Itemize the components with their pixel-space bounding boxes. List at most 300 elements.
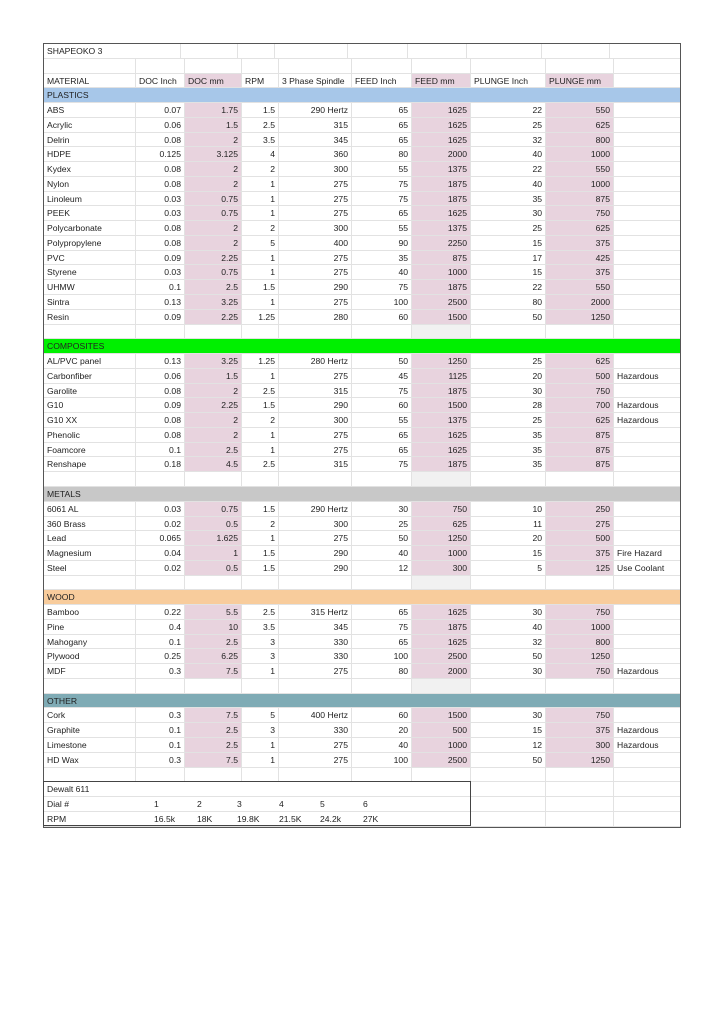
cell-doc-inch[interactable]: 0.08 — [136, 221, 185, 235]
cell-plunge-inch[interactable]: 17 — [471, 251, 546, 265]
cell-rpm[interactable]: 1 — [242, 251, 279, 265]
cell-feed-mm[interactable]: 1000 — [412, 546, 471, 560]
cell-doc-inch[interactable]: 0.09 — [136, 251, 185, 265]
empty-cell[interactable] — [352, 768, 412, 782]
cell-notes[interactable] — [614, 221, 680, 235]
cell-material[interactable]: Phenolic — [44, 428, 136, 442]
cell-spindle[interactable]: 315 Hertz — [279, 605, 352, 619]
cell-doc-inch[interactable]: 0.02 — [136, 517, 185, 531]
cell-feed-inch[interactable]: 65 — [352, 103, 412, 117]
cell-material[interactable]: Nylon — [44, 177, 136, 191]
cell-rpm[interactable]: 2 — [242, 221, 279, 235]
cell-feed-inch[interactable]: 40 — [352, 738, 412, 752]
cell-spindle[interactable]: 400 Hertz — [279, 708, 352, 722]
cell-doc-mm[interactable]: 3.25 — [185, 295, 242, 309]
cell-material[interactable]: Carbonfiber — [44, 369, 136, 383]
cell-material[interactable]: Resin — [44, 310, 136, 324]
empty-cell[interactable] — [614, 782, 680, 796]
header-doc-mm[interactable]: DOC mm — [185, 74, 242, 88]
cell-notes[interactable] — [614, 354, 680, 368]
cell-rpm[interactable]: 1.5 — [242, 280, 279, 294]
cell-material[interactable]: Cork — [44, 708, 136, 722]
cell-notes[interactable]: Hazardous — [617, 370, 659, 381]
cell-plunge-inch[interactable]: 25 — [471, 118, 546, 132]
cell-feed-mm[interactable]: 1625 — [412, 635, 471, 649]
empty-cell[interactable] — [242, 325, 279, 339]
empty-cell[interactable] — [136, 576, 185, 590]
section-header-composites[interactable]: COMPOSITES — [44, 339, 680, 354]
cell-feed-inch[interactable]: 20 — [352, 723, 412, 737]
cell-doc-mm[interactable]: 1 — [185, 546, 242, 560]
cell-feed-mm[interactable]: 1625 — [412, 206, 471, 220]
cell-spindle[interactable]: 315 — [279, 457, 352, 471]
cell-notes[interactable] — [614, 280, 680, 294]
cell-rpm[interactable]: 1.5 — [242, 561, 279, 575]
cell-rpm[interactable]: 1.5 — [242, 103, 279, 117]
cell-plunge-mm[interactable]: 875 — [546, 457, 614, 471]
cell-feed-inch[interactable]: 50 — [352, 531, 412, 545]
cell-plunge-mm[interactable]: 1250 — [546, 310, 614, 324]
empty-cell[interactable] — [412, 679, 471, 693]
cell-rpm[interactable]: 3.5 — [242, 620, 279, 634]
cell-rpm[interactable]: 1 — [242, 177, 279, 191]
empty-cell[interactable] — [44, 576, 136, 590]
cell-plunge-mm[interactable]: 750 — [546, 708, 614, 722]
cell-material[interactable]: Plywood — [44, 649, 136, 663]
cell-feed-inch[interactable]: 55 — [352, 221, 412, 235]
cell-spindle[interactable]: 275 — [279, 753, 352, 767]
cell-feed-mm[interactable]: 1875 — [412, 177, 471, 191]
empty-cell[interactable] — [546, 679, 614, 693]
cell-doc-mm[interactable]: 0.75 — [185, 502, 242, 516]
cell-plunge-inch[interactable]: 35 — [471, 443, 546, 457]
empty-cell[interactable] — [471, 576, 546, 590]
header-spindle[interactable]: 3 Phase Spindle — [279, 74, 352, 88]
cell-doc-inch[interactable]: 0.4 — [136, 620, 185, 634]
cell-plunge-mm[interactable]: 2000 — [546, 295, 614, 309]
empty-cell[interactable] — [185, 325, 242, 339]
empty-cell[interactable] — [185, 768, 242, 782]
cell-doc-mm[interactable]: 3.125 — [185, 147, 242, 161]
cell-plunge-inch[interactable]: 22 — [471, 103, 546, 117]
cell-spindle[interactable]: 300 — [279, 517, 352, 531]
cell-plunge-mm[interactable]: 875 — [546, 428, 614, 442]
cell-plunge-mm[interactable]: 750 — [546, 664, 614, 678]
cell-feed-inch[interactable]: 25 — [352, 517, 412, 531]
cell-plunge-inch[interactable]: 20 — [471, 531, 546, 545]
cell-plunge-mm[interactable]: 800 — [546, 635, 614, 649]
cell-feed-mm[interactable]: 1000 — [412, 738, 471, 752]
header-feed-inch[interactable]: FEED Inch — [352, 74, 412, 88]
cell-feed-mm[interactable]: 1500 — [412, 708, 471, 722]
cell-feed-mm[interactable]: 1625 — [412, 443, 471, 457]
cell-material[interactable]: Styrene — [44, 265, 136, 279]
cell-feed-inch[interactable]: 50 — [352, 354, 412, 368]
cell-feed-mm[interactable]: 625 — [412, 517, 471, 531]
cell-rpm[interactable]: 1 — [242, 265, 279, 279]
cell-spindle[interactable]: 300 — [279, 162, 352, 176]
cell-rpm[interactable]: 1 — [242, 753, 279, 767]
cell-feed-mm[interactable]: 1875 — [412, 280, 471, 294]
cell-rpm[interactable]: 2 — [242, 517, 279, 531]
cell-doc-inch[interactable]: 0.08 — [136, 428, 185, 442]
cell-doc-inch[interactable]: 0.08 — [136, 162, 185, 176]
cell-plunge-inch[interactable]: 30 — [471, 605, 546, 619]
dewalt-rpm-row-label[interactable] — [44, 812, 471, 826]
cell-feed-inch[interactable]: 30 — [352, 502, 412, 516]
cell-feed-inch[interactable]: 40 — [352, 265, 412, 279]
empty-cell[interactable] — [614, 768, 680, 782]
cell-plunge-inch[interactable]: 30 — [471, 708, 546, 722]
cell-material[interactable]: Polypropylene — [44, 236, 136, 250]
cell-feed-inch[interactable]: 60 — [352, 310, 412, 324]
cell-doc-mm[interactable]: 2 — [185, 428, 242, 442]
cell-doc-inch[interactable]: 0.1 — [136, 280, 185, 294]
cell-doc-mm[interactable]: 1.75 — [185, 103, 242, 117]
cell-plunge-mm[interactable]: 500 — [546, 531, 614, 545]
cell-spindle[interactable]: 275 — [279, 192, 352, 206]
cell-feed-mm[interactable]: 1375 — [412, 221, 471, 235]
cell-rpm[interactable]: 5 — [242, 236, 279, 250]
cell-doc-mm[interactable]: 1.5 — [185, 369, 242, 383]
cell-material[interactable]: G10 XX — [44, 413, 136, 427]
cell-doc-inch[interactable]: 0.25 — [136, 649, 185, 663]
cell-doc-mm[interactable]: 7.5 — [185, 664, 242, 678]
cell-material[interactable]: 6061 AL — [44, 502, 136, 516]
cell-feed-inch[interactable]: 75 — [352, 457, 412, 471]
cell-material[interactable]: Steel — [44, 561, 136, 575]
empty-cell[interactable] — [185, 576, 242, 590]
cell-doc-inch[interactable]: 0.06 — [136, 369, 185, 383]
cell-plunge-mm[interactable]: 375 — [546, 546, 614, 560]
cell-feed-inch[interactable]: 80 — [352, 664, 412, 678]
cell-doc-inch[interactable]: 0.07 — [136, 103, 185, 117]
cell-doc-mm[interactable]: 2.25 — [185, 398, 242, 412]
cell-plunge-mm[interactable]: 625 — [546, 413, 614, 427]
empty-cell[interactable] — [279, 768, 352, 782]
cell-feed-inch[interactable]: 75 — [352, 280, 412, 294]
cell-feed-mm[interactable]: 1625 — [412, 428, 471, 442]
cell-plunge-inch[interactable]: 25 — [471, 413, 546, 427]
cell-doc-inch[interactable]: 0.08 — [136, 384, 185, 398]
cell-plunge-mm[interactable]: 625 — [546, 354, 614, 368]
cell-feed-inch[interactable]: 100 — [352, 753, 412, 767]
cell-rpm[interactable]: 1 — [242, 443, 279, 457]
empty-cell[interactable] — [136, 325, 185, 339]
cell-plunge-mm[interactable]: 300 — [546, 738, 614, 752]
cell-spindle[interactable]: 330 — [279, 649, 352, 663]
cell-rpm[interactable]: 5 — [242, 708, 279, 722]
cell-plunge-inch[interactable]: 12 — [471, 738, 546, 752]
cell-doc-mm[interactable]: 2 — [185, 177, 242, 191]
cell-spindle[interactable]: 330 — [279, 723, 352, 737]
cell-plunge-mm[interactable]: 500 — [546, 369, 614, 383]
cell-spindle[interactable]: 275 — [279, 265, 352, 279]
cell-rpm[interactable]: 2.5 — [242, 605, 279, 619]
cell-doc-inch[interactable]: 0.125 — [136, 147, 185, 161]
header-rpm[interactable]: RPM — [242, 74, 279, 88]
empty-cell[interactable] — [546, 472, 614, 486]
cell-plunge-mm[interactable]: 1000 — [546, 147, 614, 161]
cell-notes[interactable] — [614, 635, 680, 649]
cell-material[interactable]: PEEK — [44, 206, 136, 220]
empty-cell[interactable] — [352, 576, 412, 590]
cell-plunge-inch[interactable]: 40 — [471, 147, 546, 161]
cell-feed-inch[interactable]: 65 — [352, 118, 412, 132]
cell-spindle[interactable]: 290 Hertz — [279, 502, 352, 516]
header-feed-mm[interactable]: FEED mm — [412, 74, 471, 88]
cell-notes[interactable]: Use Coolant — [617, 562, 665, 573]
cell-doc-inch[interactable]: 0.03 — [136, 206, 185, 220]
cell-doc-mm[interactable]: 0.5 — [185, 561, 242, 575]
cell-feed-inch[interactable]: 60 — [352, 708, 412, 722]
cell-plunge-inch[interactable]: 15 — [471, 546, 546, 560]
cell-feed-mm[interactable]: 2000 — [412, 664, 471, 678]
cell-notes[interactable]: Hazardous — [617, 725, 659, 736]
cell-spindle[interactable]: 360 — [279, 147, 352, 161]
cell-notes[interactable] — [614, 605, 680, 619]
cell-doc-mm[interactable]: 0.5 — [185, 517, 242, 531]
cell-feed-mm[interactable]: 750 — [412, 502, 471, 516]
cell-notes[interactable]: Hazardous — [617, 666, 659, 677]
empty-cell[interactable] — [242, 679, 279, 693]
cell-rpm[interactable]: 1 — [242, 206, 279, 220]
empty-cell[interactable] — [546, 768, 614, 782]
cell-feed-inch[interactable]: 75 — [352, 177, 412, 191]
cell-plunge-mm[interactable]: 550 — [546, 162, 614, 176]
cell-plunge-inch[interactable]: 5 — [471, 561, 546, 575]
cell-doc-inch[interactable]: 0.18 — [136, 457, 185, 471]
empty-cell[interactable] — [352, 325, 412, 339]
cell-feed-mm[interactable]: 1375 — [412, 413, 471, 427]
empty-cell[interactable] — [471, 325, 546, 339]
cell-doc-inch[interactable]: 0.1 — [136, 738, 185, 752]
cell-plunge-inch[interactable]: 11 — [471, 517, 546, 531]
cell-plunge-inch[interactable]: 40 — [471, 177, 546, 191]
cell-spindle[interactable]: 275 — [279, 369, 352, 383]
cell-feed-inch[interactable]: 100 — [352, 295, 412, 309]
cell-notes[interactable] — [614, 531, 680, 545]
cell-spindle[interactable]: 275 — [279, 664, 352, 678]
cell-rpm[interactable]: 3 — [242, 649, 279, 663]
cell-plunge-inch[interactable]: 15 — [471, 723, 546, 737]
cell-rpm[interactable]: 1 — [242, 192, 279, 206]
cell-rpm[interactable]: 2.5 — [242, 457, 279, 471]
empty-cell[interactable] — [471, 782, 546, 796]
dewalt-title-row-label[interactable] — [44, 782, 471, 796]
sheet-title[interactable]: SHAPEOKO 3 — [44, 44, 181, 58]
cell-plunge-inch[interactable]: 22 — [471, 280, 546, 294]
empty-cell[interactable] — [44, 472, 136, 486]
cell-feed-mm[interactable]: 2500 — [412, 295, 471, 309]
cell-doc-mm[interactable]: 2 — [185, 162, 242, 176]
cell-notes[interactable] — [614, 177, 680, 191]
cell-spindle[interactable]: 275 — [279, 531, 352, 545]
cell-rpm[interactable]: 1 — [242, 531, 279, 545]
cell-plunge-inch[interactable]: 32 — [471, 635, 546, 649]
header-plunge-inch[interactable]: PLUNGE Inch — [471, 74, 546, 88]
cell-plunge-inch[interactable]: 25 — [471, 354, 546, 368]
cell-spindle[interactable]: 400 — [279, 236, 352, 250]
empty-cell[interactable] — [185, 679, 242, 693]
cell-rpm[interactable]: 3 — [242, 635, 279, 649]
cell-feed-inch[interactable]: 60 — [352, 398, 412, 412]
cell-material[interactable]: PVC — [44, 251, 136, 265]
cell-material[interactable]: HDPE — [44, 147, 136, 161]
empty-cell[interactable] — [614, 472, 680, 486]
cell-feed-inch[interactable]: 65 — [352, 206, 412, 220]
cell-spindle[interactable]: 275 — [279, 177, 352, 191]
cell-rpm[interactable]: 1.25 — [242, 310, 279, 324]
cell-material[interactable]: Mahogany — [44, 635, 136, 649]
cell-doc-mm[interactable]: 6.25 — [185, 649, 242, 663]
cell-notes[interactable] — [614, 118, 680, 132]
cell-doc-inch[interactable]: 0.03 — [136, 192, 185, 206]
empty-cell[interactable] — [546, 325, 614, 339]
cell-rpm[interactable]: 1.5 — [242, 546, 279, 560]
cell-rpm[interactable]: 2 — [242, 413, 279, 427]
cell-plunge-inch[interactable]: 35 — [471, 428, 546, 442]
cell-spindle[interactable]: 290 — [279, 280, 352, 294]
cell-notes[interactable] — [614, 649, 680, 663]
header-notes[interactable] — [614, 74, 680, 88]
cell-plunge-mm[interactable]: 375 — [546, 265, 614, 279]
cell-plunge-inch[interactable]: 32 — [471, 133, 546, 147]
cell-spindle[interactable]: 290 — [279, 546, 352, 560]
cell-material[interactable]: Pine — [44, 620, 136, 634]
cell-doc-mm[interactable]: 2.5 — [185, 443, 242, 457]
cell-material[interactable]: Limestone — [44, 738, 136, 752]
cell-plunge-inch[interactable]: 20 — [471, 369, 546, 383]
empty-cell[interactable] — [471, 472, 546, 486]
cell-feed-inch[interactable]: 55 — [352, 162, 412, 176]
empty-cell[interactable] — [546, 576, 614, 590]
cell-plunge-inch[interactable]: 30 — [471, 384, 546, 398]
cell-plunge-mm[interactable]: 700 — [546, 398, 614, 412]
empty-cell[interactable] — [471, 797, 546, 811]
cell-material[interactable]: MDF — [44, 664, 136, 678]
cell-doc-inch[interactable]: 0.1 — [136, 443, 185, 457]
cell-doc-mm[interactable]: 1.625 — [185, 531, 242, 545]
empty-cell[interactable] — [136, 472, 185, 486]
cell-material[interactable]: Polycarbonate — [44, 221, 136, 235]
cell-doc-inch[interactable]: 0.1 — [136, 635, 185, 649]
cell-doc-inch[interactable]: 0.08 — [136, 413, 185, 427]
cell-feed-mm[interactable]: 1250 — [412, 354, 471, 368]
cell-spindle[interactable]: 300 — [279, 221, 352, 235]
cell-doc-inch[interactable]: 0.1 — [136, 723, 185, 737]
empty-cell[interactable] — [412, 472, 471, 486]
section-header-metals[interactable]: METALS — [44, 487, 680, 502]
cell-doc-inch[interactable]: 0.065 — [136, 531, 185, 545]
cell-notes[interactable] — [614, 295, 680, 309]
empty-cell[interactable] — [471, 812, 546, 826]
cell-notes[interactable] — [614, 133, 680, 147]
cell-doc-mm[interactable]: 5.5 — [185, 605, 242, 619]
cell-feed-mm[interactable]: 1500 — [412, 310, 471, 324]
cell-rpm[interactable]: 1.5 — [242, 502, 279, 516]
cell-feed-mm[interactable]: 1250 — [412, 531, 471, 545]
cell-plunge-inch[interactable]: 50 — [471, 310, 546, 324]
cell-notes[interactable] — [614, 251, 680, 265]
cell-feed-mm[interactable]: 1625 — [412, 605, 471, 619]
empty-cell[interactable] — [279, 325, 352, 339]
cell-notes[interactable] — [614, 162, 680, 176]
cell-plunge-mm[interactable]: 550 — [546, 280, 614, 294]
empty-cell[interactable] — [352, 679, 412, 693]
cell-feed-inch[interactable]: 65 — [352, 428, 412, 442]
empty-cell[interactable] — [412, 576, 471, 590]
cell-material[interactable]: Kydex — [44, 162, 136, 176]
cell-notes[interactable] — [614, 384, 680, 398]
cell-material[interactable]: Foamcore — [44, 443, 136, 457]
cell-doc-mm[interactable]: 2.5 — [185, 280, 242, 294]
cell-plunge-inch[interactable]: 22 — [471, 162, 546, 176]
cell-notes[interactable]: Fire Hazard — [617, 548, 662, 559]
cell-rpm[interactable]: 2.5 — [242, 384, 279, 398]
cell-rpm[interactable]: 2.5 — [242, 118, 279, 132]
cell-rpm[interactable]: 1 — [242, 295, 279, 309]
cell-doc-mm[interactable]: 7.5 — [185, 708, 242, 722]
cell-notes[interactable] — [614, 502, 680, 516]
cell-doc-mm[interactable]: 0.75 — [185, 265, 242, 279]
cell-plunge-mm[interactable]: 550 — [546, 103, 614, 117]
cell-spindle[interactable]: 280 Hertz — [279, 354, 352, 368]
cell-plunge-mm[interactable]: 1250 — [546, 649, 614, 663]
cell-feed-mm[interactable]: 875 — [412, 251, 471, 265]
cell-rpm[interactable]: 2 — [242, 162, 279, 176]
header-doc-inch[interactable]: DOC Inch — [136, 74, 185, 88]
cell-plunge-mm[interactable]: 625 — [546, 118, 614, 132]
cell-feed-inch[interactable]: 90 — [352, 236, 412, 250]
cell-doc-mm[interactable]: 2.5 — [185, 635, 242, 649]
empty-cell[interactable] — [614, 325, 680, 339]
empty-cell[interactable] — [614, 812, 680, 826]
cell-notes[interactable] — [614, 428, 680, 442]
header-plunge-mm[interactable]: PLUNGE mm — [546, 74, 614, 88]
cell-plunge-inch[interactable]: 35 — [471, 192, 546, 206]
cell-material[interactable]: UHMW — [44, 280, 136, 294]
cell-notes[interactable] — [614, 147, 680, 161]
section-header-other[interactable]: OTHER — [44, 694, 680, 709]
empty-cell[interactable] — [44, 679, 136, 693]
cell-doc-mm[interactable]: 2 — [185, 384, 242, 398]
cell-notes[interactable]: Hazardous — [617, 415, 659, 426]
cell-spindle[interactable]: 290 Hertz — [279, 103, 352, 117]
cell-feed-mm[interactable]: 1875 — [412, 384, 471, 398]
cell-doc-inch[interactable]: 0.22 — [136, 605, 185, 619]
empty-cell[interactable] — [412, 768, 471, 782]
empty-cell[interactable] — [279, 679, 352, 693]
cell-spindle[interactable]: 275 — [279, 443, 352, 457]
cell-material[interactable]: Magnesium — [44, 546, 136, 560]
empty-cell[interactable] — [614, 797, 680, 811]
cell-notes[interactable] — [614, 206, 680, 220]
cell-spindle[interactable]: 280 — [279, 310, 352, 324]
cell-plunge-inch[interactable]: 15 — [471, 265, 546, 279]
cell-plunge-mm[interactable]: 425 — [546, 251, 614, 265]
cell-feed-inch[interactable]: 65 — [352, 635, 412, 649]
cell-notes[interactable] — [614, 620, 680, 634]
cell-spindle[interactable]: 275 — [279, 251, 352, 265]
cell-plunge-mm[interactable]: 875 — [546, 443, 614, 457]
cell-doc-inch[interactable]: 0.08 — [136, 236, 185, 250]
cell-rpm[interactable]: 1.5 — [242, 398, 279, 412]
cell-plunge-mm[interactable]: 375 — [546, 236, 614, 250]
cell-plunge-mm[interactable]: 800 — [546, 133, 614, 147]
empty-cell[interactable] — [242, 576, 279, 590]
cell-plunge-mm[interactable]: 750 — [546, 605, 614, 619]
